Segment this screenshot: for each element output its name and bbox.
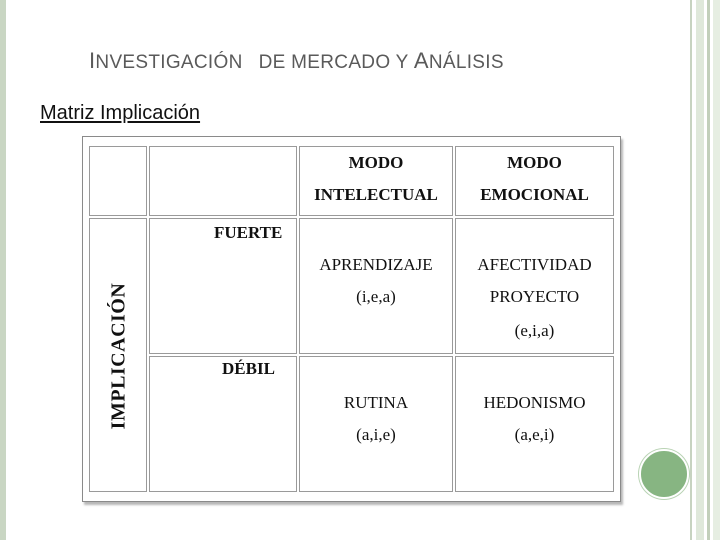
right-decor-bar: [707, 0, 710, 540]
right-decor-bar: [690, 0, 692, 540]
cell-text: AFECTIVIDAD: [477, 255, 592, 274]
matrix-cell-aprendizaje: [299, 218, 453, 354]
cell-text: APRENDIZAJE: [319, 255, 433, 274]
row-label-fuerte: FUERTE: [214, 223, 283, 242]
matrix-corner-cell: [149, 146, 297, 216]
matrix-corner-cell: [89, 146, 147, 216]
col-header-line: EMOCIONAL: [480, 185, 589, 204]
cell-text: (i,e,a): [356, 287, 396, 306]
cell-text: (a,i,e): [356, 425, 396, 444]
vertical-label-cell: [89, 218, 147, 492]
decorative-circle: [639, 449, 689, 499]
cell-text: HEDONISMO: [483, 393, 586, 412]
row-label-cell: [149, 218, 297, 354]
slide-subtitle: Matriz Implicación: [40, 102, 201, 124]
col-header-emocional: [455, 146, 614, 216]
cell-text: (e,i,a): [514, 321, 555, 340]
cell-text: PROYECTO: [489, 287, 580, 306]
matrix-cell-hedonismo: [455, 356, 614, 492]
right-decor-bar: [696, 0, 704, 540]
implication-matrix: [82, 136, 621, 502]
row-label-cell: [149, 356, 297, 492]
col-header-line: MODO: [348, 153, 404, 172]
vertical-label: IMPLICACIÓN: [107, 282, 130, 430]
matrix-cell-afectividad: [455, 218, 614, 354]
matrix-cell-rutina: [299, 356, 453, 492]
cell-text: RUTINA: [343, 393, 409, 412]
row-label-debil: DÉBIL: [222, 359, 275, 378]
right-decor-bar: [713, 0, 720, 540]
col-header-line: INTELECTUAL: [314, 185, 438, 204]
left-border-bar: [0, 0, 6, 540]
col-header-intelectual: [299, 146, 453, 216]
cell-text: (a,e,i): [514, 425, 555, 444]
slide-title: INVESTIGACIÓN DE MERCADO Y ANÁLISIS: [89, 48, 504, 73]
col-header-line: MODO: [507, 153, 562, 172]
